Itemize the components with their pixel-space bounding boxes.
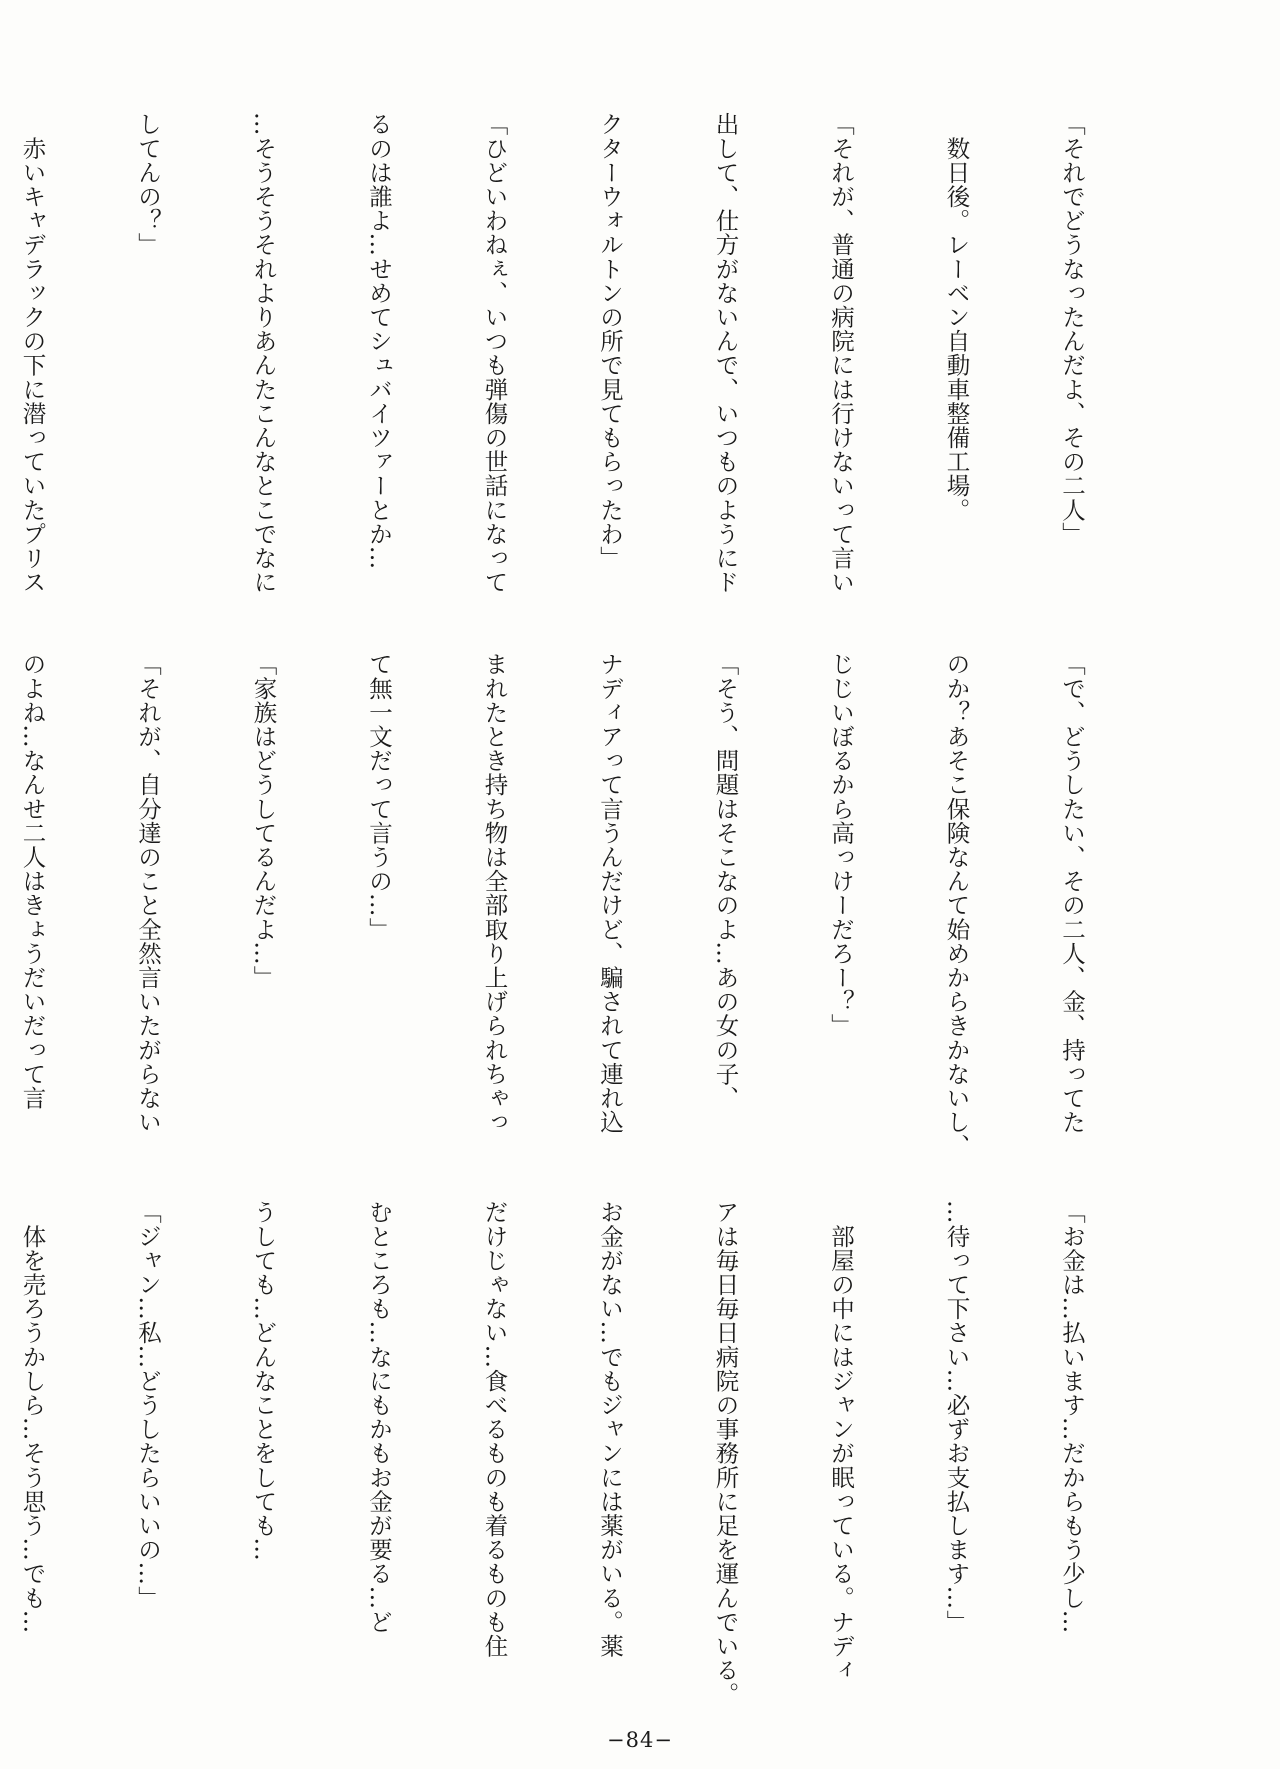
text-line: …待って下さい…必ずお支払します…」 — [942, 1200, 971, 1634]
text-line: 出して、仕方がないんで、いつものようにド — [711, 112, 740, 594]
text-line: 「それが、普通の病院には行けないって言い — [827, 112, 855, 594]
text-line: 「ひどいわねぇ、いつも弾傷の世話になって — [480, 112, 509, 594]
text-line: 「それが、自分達のこと全然言いたがらない — [134, 652, 162, 1134]
text-line: うしても…どんなことをしても… — [249, 1200, 278, 1562]
text-line: て無一文だって言うの…」 — [365, 652, 393, 942]
text-line: …そうそうそれよりあんたこんなとこでなに — [249, 112, 278, 594]
text-line: アは毎日毎日病院の事務所に足を運んでいる。 — [711, 1200, 740, 1707]
text-line: ナディアって言うんだけど、騙されて連れ込 — [596, 652, 624, 1134]
text-tier-top — [18, 112, 1168, 612]
text-line: むところも…なにもかもお金が要る…ど — [365, 1200, 393, 1634]
text-line: お金がない…でもジャンには薬がいる。薬 — [596, 1200, 624, 1658]
text-line: 「それでどうなったんだよ、その二人」 — [1058, 112, 1086, 546]
text-line: 体を売ろうかしら…そう思う…でも… — [18, 1200, 47, 1634]
text-line: クターウォルトンの所で見てもらったわ」 — [596, 112, 624, 570]
text-line: 数日後。レーベン自動車整備工場。 — [942, 112, 971, 522]
text-line: 「で、どうしたい、その二人、金、持ってた — [1058, 652, 1086, 1134]
page-number: −84− — [607, 1728, 673, 1752]
text-line: してんの？」 — [134, 112, 162, 257]
text-line: 「お金は…払います…だからもう少し… — [1058, 1200, 1086, 1634]
text-line: だけじゃない…食べるものも着るものも住 — [480, 1200, 509, 1658]
text-line: 「家族はどうしてるんだよ…」 — [249, 652, 278, 990]
text-tier-middle — [18, 652, 1168, 1159]
text-line: 「そう、問題はそこなのよ…あの女の子、 — [711, 652, 740, 1110]
text-line: 「ジャン…私…どうしたらいいの…」 — [134, 1200, 162, 1610]
text-line: じじいぼるから高っけーだろー？」 — [827, 652, 855, 1038]
text-line: 赤いキャデラックの下に潜っていたプリス — [18, 112, 47, 594]
text-line: のか？あそこ保険なんて始めからきかないし、 — [942, 652, 971, 1159]
text-line: まれたとき持ち物は全部取り上げられちゃっ — [480, 652, 509, 1134]
text-tier-bottom — [18, 1200, 1168, 1707]
text-line: るのは誰よ…せめてシュバイツァーとか… — [365, 112, 393, 570]
text-line: 部屋の中にはジャンが眠っている。ナディ — [827, 1200, 855, 1682]
text-line: のよね…なんせ二人はきょうだいだって言 — [18, 652, 47, 1110]
